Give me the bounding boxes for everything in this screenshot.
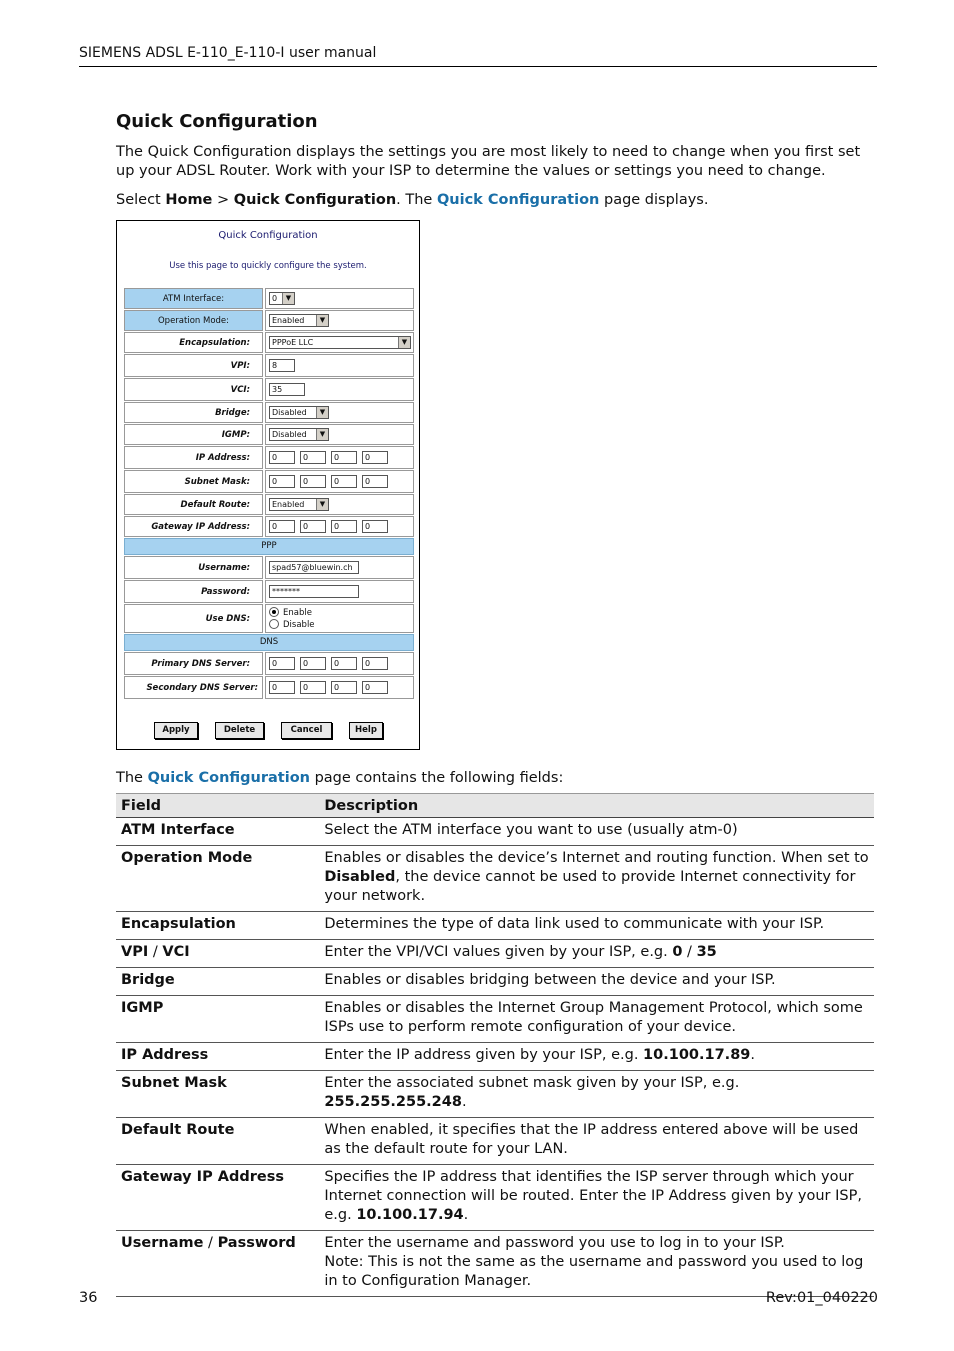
desc-text: Enter the username and password you use to log in to your ISP. [324,1235,785,1251]
table-row [116,818,874,846]
mask-octet-3[interactable]: 0 [331,475,357,488]
row-route [124,494,414,515]
field-text: Password [217,1235,296,1251]
field-cell: Bridge [116,968,319,996]
igmp-value: Disabled [272,430,307,439]
gw-octet-1[interactable]: 0 [269,520,295,533]
pdns-cell [265,652,414,675]
row-vci [124,378,414,401]
ip-octet-4[interactable]: 0 [362,451,388,464]
atm-select[interactable] [269,292,295,305]
route-label: Default Route: [124,494,263,515]
vpi-input[interactable]: 8 [269,359,295,372]
mask-cell [265,470,414,493]
table-row [116,940,874,968]
encap-label: Encapsulation: [124,332,263,353]
table-header-row [116,794,874,818]
gw-octet-3[interactable]: 0 [331,520,357,533]
desc-text: . [463,1207,469,1223]
route-select[interactable] [269,498,329,511]
row-encap [124,332,414,353]
table-row [116,1165,874,1231]
field-cell: IGMP [116,996,319,1043]
field-sep: / [203,1235,218,1251]
text-fields-suffix: page contains the following fields: [309,770,564,786]
dns-disable-label: Disable [283,619,315,630]
ip-octet-1[interactable]: 0 [269,451,295,464]
field-cell: Operation Mode [116,846,319,912]
row-use-dns [124,604,414,633]
vpi-label: VPI: [124,354,263,377]
chevron-down-icon: ▼ [316,429,328,440]
bridge-select[interactable] [269,406,329,419]
text-the: . The [396,192,437,208]
vci-input[interactable]: 35 [269,383,305,396]
table-row [116,1043,874,1071]
use-dns-cell [265,604,414,633]
chevron-down-icon: ▼ [316,499,328,510]
ip-octet-2[interactable]: 0 [300,451,326,464]
page-number: 36 [79,1290,98,1306]
fields-intro [116,769,876,788]
desc-sep: / [682,944,697,960]
row-gateway [124,516,414,537]
desc-cell: Determines the type of data link used to communicate with your ISP. [319,912,874,940]
row-secondary-dns [124,676,414,699]
table-row [116,1071,874,1118]
table-row [116,1118,874,1165]
chevron-down-icon: ▼ [398,337,410,348]
igmp-label: IGMP: [124,424,263,445]
cancel-button[interactable]: Cancel [281,722,332,739]
sdns-octet-2[interactable]: 0 [300,681,326,694]
opmode-select[interactable] [269,314,329,327]
desc-text: . [750,1047,755,1063]
row-atm [124,288,414,309]
field-sep: / [148,944,163,960]
mask-octet-4[interactable]: 0 [362,475,388,488]
desc-text: , the device cannot be used to provide Internet connectivity for your network. [324,869,856,904]
user-label: Username: [124,556,263,579]
vci-label: VCI: [124,378,263,401]
pass-cell [265,580,414,603]
ip-octet-3[interactable]: 0 [331,451,357,464]
field-cell: Encapsulation [116,912,319,940]
pdns-octet-3[interactable]: 0 [331,657,357,670]
button-bar [117,722,419,740]
col-desc-header: Description [319,794,874,818]
desc-bold: 255.255.255.248 [324,1094,462,1110]
menu-home: Home [165,192,213,208]
field-cell: ATM Interface [116,818,319,846]
desc-cell: Select the ATM interface you want to use (usually atm-0) [319,818,874,846]
pdns-label: Primary DNS Server: [124,652,263,675]
vci-cell [265,378,414,401]
radio-selected-icon[interactable] [269,607,279,617]
field-cell: IP Address [116,1043,319,1071]
delete-button[interactable]: Delete [215,722,264,739]
row-opmode [124,310,414,331]
dns-enable-option[interactable] [269,607,312,619]
desc-text: Enables or disables the device’s Internet and routing function. When set to [324,850,869,866]
field-text: Username [121,1235,204,1251]
desc-text: Enter the VPI/VCI values given by your ISP, e.g. [324,944,673,960]
desc-text: Enter the associated subnet mask given by your ISP, e.g. [324,1075,740,1091]
username-input[interactable]: spad57@bluewin.ch [269,561,359,574]
table-row [116,968,874,996]
desc-bold: 10.100.17.89 [643,1047,751,1063]
ppp-band: PPP [124,538,414,555]
quick-config-link[interactable]: Quick Configuration [436,192,600,208]
row-igmp [124,424,414,445]
field-cell: Default Route [116,1118,319,1165]
field-cell [116,940,319,968]
header-rule [79,66,877,67]
table-row [116,846,874,912]
row-password [124,580,414,603]
dns-disable-option[interactable] [269,619,315,631]
desc-text: Specifies the IP address that identifies the ISP server through which your Internet connection will be routed. Enter the IP Address given by your ISP, e.g. [324,1169,862,1223]
shot-title: Quick Configuration [218,230,318,241]
text-select: Select [116,192,166,208]
gw-octet-2[interactable]: 0 [300,520,326,533]
quick-config-screenshot [116,220,420,750]
sdns-cell [265,676,414,699]
row-bridge [124,402,414,423]
desc-cell [319,1231,874,1297]
sdns-octet-3[interactable]: 0 [331,681,357,694]
pass-label: Password: [124,580,263,603]
desc-cell: When enabled, it specifies that the IP address entered above will be used as the default route for your LAN. [319,1118,874,1165]
route-cell [265,494,414,515]
desc-cell [319,1071,874,1118]
ip-label: IP Address: [124,446,263,469]
table-row [116,912,874,940]
shot-subtitle: Use this page to quickly configure the system. [169,261,367,271]
row-mask [124,470,414,493]
opmode-cell [265,310,414,331]
quick-config-link-2[interactable]: Quick Configuration [147,770,310,786]
field-text: VPI [121,944,149,960]
encap-cell [265,332,414,353]
row-vpi [124,354,414,377]
igmp-select[interactable] [269,428,329,441]
pdns-octet-2[interactable]: 0 [300,657,326,670]
help-button[interactable]: Help [349,722,383,739]
dns-enable-label: Enable [283,607,312,618]
bridge-cell [265,402,414,423]
bridge-label: Bridge: [124,402,263,423]
vpi-cell [265,354,414,377]
text-the-2: The [116,770,148,786]
apply-button[interactable]: Apply [154,722,198,739]
desc-bold: Disabled [324,869,396,885]
user-cell [265,556,414,579]
radio-empty-icon[interactable] [269,619,279,629]
password-input[interactable]: ******* [269,585,359,598]
sdns-label: Secondary DNS Server: [124,676,263,699]
table-row [116,1231,874,1297]
running-header: SIEMENS ADSL E-110_E-110-I user manual [79,45,377,61]
text-gt: > [212,192,234,208]
mask-label: Subnet Mask: [124,470,263,493]
desc-cell [319,1043,874,1071]
section-title: Quick Configuration [116,111,318,132]
col-field-header: Field [116,794,319,818]
desc-bold: 35 [696,944,717,960]
opmode-label: Operation Mode: [124,310,263,331]
dns-band: DNS [124,634,414,651]
chevron-down-icon: ▼ [316,407,328,418]
opmode-value: Enabled [272,316,305,325]
desc-cell [319,846,874,912]
chevron-down-icon: ▼ [316,315,328,326]
chevron-down-icon: ▼ [282,293,294,304]
igmp-cell [265,424,414,445]
field-cell: Subnet Mask [116,1071,319,1118]
desc-bold: 0 [672,944,683,960]
encap-select[interactable] [269,336,411,349]
desc-cell [319,940,874,968]
gw-cell [265,516,414,537]
desc-text: . [461,1094,467,1110]
desc-note: Note: This is not the same as the username and password you used to log in to Configuration Manager. [324,1254,864,1289]
desc-text: Enter the IP address given by your ISP, e.g. [324,1047,644,1063]
desc-cell: Enables or disables bridging between the device and your ISP. [319,968,874,996]
mask-octet-1[interactable]: 0 [269,475,295,488]
desc-bold: 10.100.17.94 [356,1207,464,1223]
revision: Rev:01_040220 [765,1290,878,1306]
gw-octet-4[interactable]: 0 [362,520,388,533]
fields-table [116,793,874,1297]
pdns-octet-4[interactable]: 0 [362,657,388,670]
field-cell: Gateway IP Address [116,1165,319,1231]
row-username [124,556,414,579]
sdns-octet-4[interactable]: 0 [362,681,388,694]
atm-value: 0 [272,294,278,303]
field-text: VCI [162,944,190,960]
intro-paragraph: The Quick Configuration displays the settings you are most likely to need to change when you first set up your ADSL Router. Work with your ISP to determine the values or settings you need to change. [116,144,861,179]
row-primary-dns [124,652,414,675]
pdns-octet-1[interactable]: 0 [269,657,295,670]
field-cell [116,1231,319,1297]
row-ip [124,446,414,469]
use-dns-label: Use DNS: [124,604,263,633]
atm-label: ATM Interface: [124,288,263,309]
route-value: Enabled [272,500,305,509]
desc-cell [319,1165,874,1231]
atm-cell [265,288,414,309]
menu-quick-config: Quick Configuration [233,192,397,208]
ip-cell [265,446,414,469]
desc-cell: Enables or disables the Internet Group Management Protocol, which some ISPs use to perform remote configuration of your device. [319,996,874,1043]
sdns-octet-1[interactable]: 0 [269,681,295,694]
navigation-instruction [116,191,876,210]
mask-octet-2[interactable]: 0 [300,475,326,488]
encap-value: PPPoE LLC [272,338,314,347]
table-row [116,996,874,1043]
bridge-value: Disabled [272,408,307,417]
text-suffix: page displays. [599,192,709,208]
gw-label: Gateway IP Address: [124,516,263,537]
